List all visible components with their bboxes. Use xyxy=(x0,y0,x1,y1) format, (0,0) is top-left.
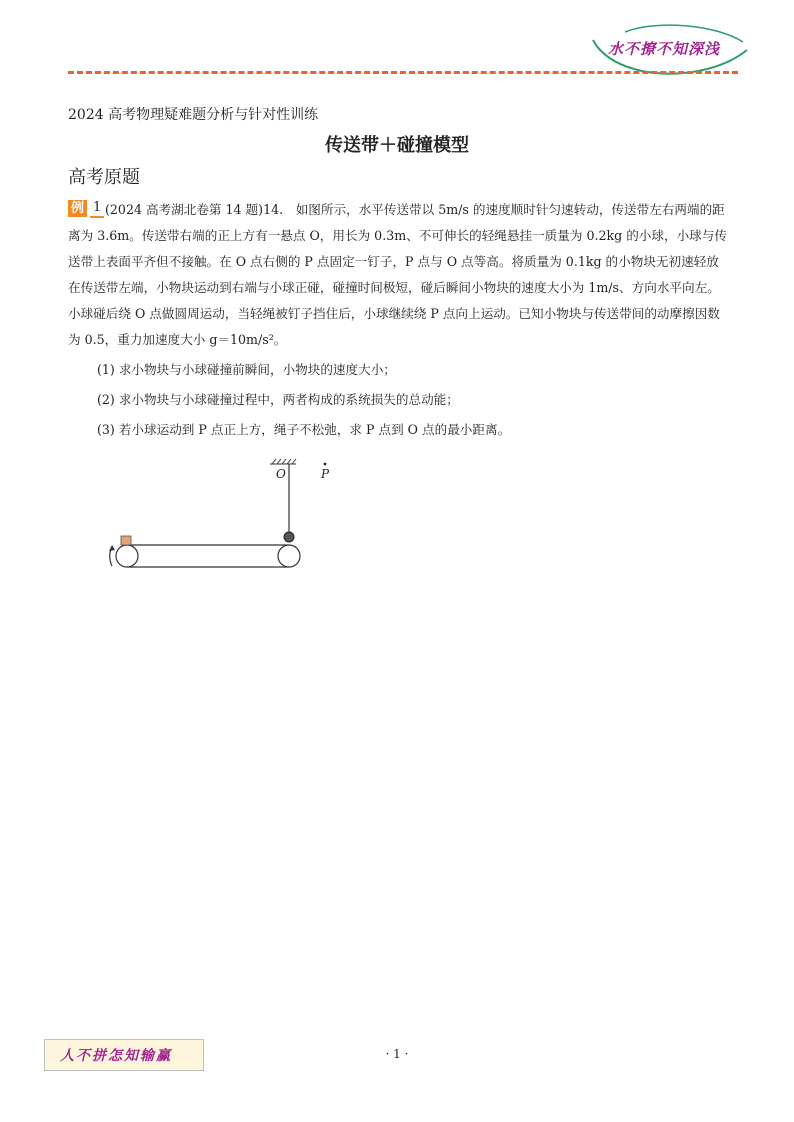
problem-badge: 例 xyxy=(68,200,87,217)
label-o: O xyxy=(276,467,286,481)
clockwise-arrow-icon xyxy=(109,545,115,566)
block xyxy=(121,536,131,545)
point-p xyxy=(324,463,327,466)
header-motto: 水不撩不知深浅 xyxy=(608,40,721,58)
question-1: (1) 求小物块与小球碰撞前瞬间，小物块的速度大小； xyxy=(97,362,396,377)
label-p: P xyxy=(321,467,330,481)
question-2: (2) 求小物块与小球碰撞过程中，两者构成的系统损失的总动能； xyxy=(97,392,459,407)
header-divider xyxy=(68,71,738,74)
footer-motto: 人不拼怎知输赢 xyxy=(60,1048,172,1064)
section-heading: 高考原题 xyxy=(68,167,140,188)
conveyor-belt xyxy=(116,545,300,567)
ball xyxy=(284,532,294,542)
problem-number: 1 xyxy=(90,200,104,218)
question-3: (3) 若小球运动到 P 点正上方，绳子不松弛，求 P 点到 O 点的最小距离。 xyxy=(97,422,511,437)
page-number: · 1 · xyxy=(385,1047,409,1061)
problem-stem: (2024 高考湖北卷第 14 题)14. 如图所示，水平传送带以 5m/s 的速度顺时针匀速转动，传送带左右两端的距离为 3.6m。传送带右端的正上方有一悬点 O，用长为 0.3m、不可伸长的轻绳悬挂一质量为 0.2kg 的小球，小球与传送带上表面平齐但不接触。在 O 点右侧的 P 点固定一钉子，P 点与 O 点等高。将质量为 0.1kg 的小物块无初速轻放在传送带左端，小物块运动到右端与小球正碰，碰撞时间极短，碰后瞬间小物块的速度大小为 1m/s、方向水平向左。小球碰后绕 O 点做圆周运动，当轻绳被钉子挡住后，小球继续绕 P 点向上运动。已知小物块与传送带间的动摩擦因数为 0.5，重力加速度大小 g＝10m/s²。 xyxy=(68,202,727,347)
series-title: 2024 高考物理疑难题分析与针对性训练 xyxy=(68,107,319,123)
conveyor-belt-diagram xyxy=(100,455,340,580)
ceiling-support-icon xyxy=(270,459,296,464)
page-title: 传送带＋碰撞模型 xyxy=(325,135,469,156)
